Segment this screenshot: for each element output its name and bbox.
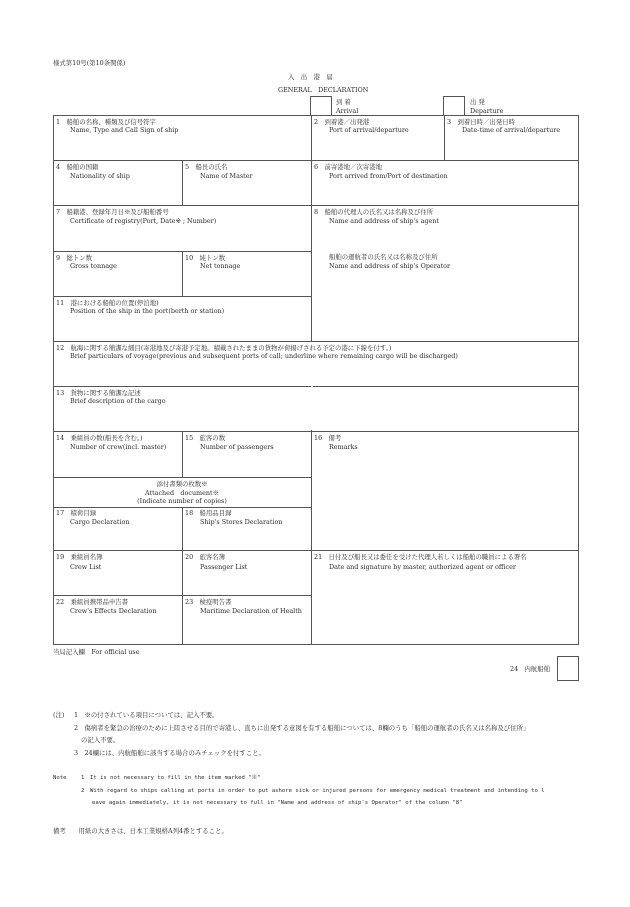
form-number: 様式第10号(第10条関係) xyxy=(53,59,126,67)
field-22-label: 22 乗組員携帯品申告書 xyxy=(56,598,129,606)
field-16-label: 16 備考 xyxy=(314,434,342,442)
note-en-2-cont: eave again immediately, it is not necessary to full in "Name and address of ship's Operator" of the column "8" xyxy=(92,800,463,806)
title-ja: 入 出 港 届 xyxy=(288,73,333,81)
field-4-label-en: Nationality of ship xyxy=(70,172,130,180)
field-11-label: 11 港における船舶の位置(停泊地) xyxy=(56,299,159,307)
field-11-label-en: Position of the ship in the port(berth or station) xyxy=(70,307,225,315)
attached-docs-label: 添付書類の枚数※ xyxy=(156,480,208,488)
field-21-label: 21 日付及び船長又は委任を受けた代理人若しくは船舶の職員による署名 xyxy=(314,553,527,561)
note-ja-1: 1 ※の付されている項目については、記入不要。 xyxy=(74,711,219,719)
note-ja-2-cont: の記入不要。 xyxy=(81,736,120,744)
field-15-label: 15 旅客の数 xyxy=(185,434,226,442)
field-14-label: 14 乗組員の数(船長を含む。) xyxy=(56,434,143,442)
attached-docs-note: (Indicate number of copies) xyxy=(137,497,227,505)
departure-label-en: Departure xyxy=(470,107,504,115)
field-5-label-en: Name of Master xyxy=(200,172,253,180)
field-13-label: 13 貨物に関する簡潔な記述 xyxy=(56,389,141,397)
note-en-2: 2 With regard to ships calling at ports in order to put ashore sick or injured persons for emergency medical treatment and intending to l xyxy=(81,788,545,794)
field-10-label-en: Net tonnage xyxy=(200,262,241,270)
field-13-label-en: Brief description of the cargo xyxy=(70,397,166,405)
notes-ja-heading: (注) xyxy=(53,711,65,719)
domestic-vessel-checkbox[interactable] xyxy=(557,656,579,681)
field-23-label: 23 検疫明告書 xyxy=(185,598,232,606)
field-20-label-en: Passenger List xyxy=(200,563,248,571)
note-en-1: 1 It is not necessary to fill in the item marked "※" xyxy=(81,775,261,781)
note-ja-3: 3 24欄には、内航船舶に該当する場合のみチェックを付すこと。 xyxy=(74,749,265,757)
field-1-label-en: Name, Type and Call Sign of ship xyxy=(70,126,179,134)
field-1-label: 1 船舶の名称、種類及び信号符字 xyxy=(56,118,156,126)
arrival-label-en: Arrival xyxy=(336,107,359,115)
field-23-label-en: Maritime Declaration of Health xyxy=(200,607,302,615)
field-12-label: 12 航海に関する簡潔な細目(寄港地及び寄港予定地。積載されたままの貨物が荷揚げされる予定の港に下線を付す。) xyxy=(56,344,392,352)
field-8b-label-en: Name and address of ship's Operator xyxy=(329,262,451,270)
field-15-label-en: Number of passengers xyxy=(200,443,274,451)
field-2-label: 2 到着港／出発港 xyxy=(314,118,370,126)
field-19-label: 19 乗組員名簿 xyxy=(56,553,103,561)
field-10-label: 10 純トン数 xyxy=(185,254,226,262)
attached-docs-label-en: Attached document※ xyxy=(145,489,219,497)
field-3-label-en: Date-time of arrival/departure xyxy=(462,126,561,134)
field-17-label: 17 積荷目録 xyxy=(56,509,97,517)
field-9-label-en: Gross tonnage xyxy=(70,262,117,270)
field-7-label-en: Certificate of registry(Port, Date※ ; Number) xyxy=(70,217,217,225)
official-use-label: 当局記入欄 For official use xyxy=(53,648,140,656)
field-22-label-en: Crew's Effects Declaration xyxy=(70,607,157,615)
departure-label-ja: 出 発 xyxy=(470,98,485,106)
departure-checkbox[interactable] xyxy=(443,96,465,116)
field-24-label: 24 内航船舶 xyxy=(510,665,551,673)
field-8-label-en: Name and address of ship's agent xyxy=(329,217,439,225)
arrival-label-ja: 到 着 xyxy=(336,98,351,106)
field-20-label: 20 旅客名簿 xyxy=(185,553,226,561)
field-16-label-en: Remarks xyxy=(329,443,358,451)
title-en: GENERAL DECLARATION xyxy=(278,86,369,94)
notes-en-heading: Note xyxy=(53,775,67,781)
field-21-label-en: Date and signature by master, authorized agent or officer xyxy=(329,563,516,571)
field-12-label-en: Brief particulars of voyage(previous and subsequent ports of call; underline where remaining cargo will be discharged) xyxy=(70,352,458,360)
note-ja-2: 2 傷病者を緊急の治療のために上陸させる目的で寄港し、直ちに出発する意図を有する船舶については、8欄のうち「船舶の運航者の氏名又は名称及び住所」 xyxy=(74,724,530,732)
field-6-label: 6 前寄港地／次寄港地 xyxy=(314,163,382,171)
field-17-label-en: Cargo Declaration xyxy=(70,518,130,526)
paper-size-remark: 備考 用紙の大きさは、日本工業規格A列4番とすること。 xyxy=(53,827,228,835)
field-9-label: 9 総トン数 xyxy=(56,254,93,262)
field-6-label-en: Port arrived from/Port of destination xyxy=(329,172,448,180)
field-14-label-en: Number of crew(incl. master) xyxy=(70,443,167,451)
field-8-label: 8 船舶の代理人の氏名又は名称及び住所 xyxy=(314,208,434,216)
arrival-checkbox[interactable] xyxy=(310,96,332,116)
field-19-label-en: Crew List xyxy=(70,563,102,571)
field-5-label: 5 船長の氏名 xyxy=(185,163,228,171)
field-8b-label: 船舶の運航者の氏名又は名称及び住所 xyxy=(329,253,438,261)
field-7-label: 7 船籍港、登録年月日※及び船舶番号 xyxy=(56,208,169,216)
field-18-label-en: Ship's Stores Declaration xyxy=(200,518,283,526)
field-4-label: 4 船舶の国籍 xyxy=(56,163,99,171)
field-3-label: 3 到着日時／出発日時 xyxy=(447,118,515,126)
field-2-label-en: Port of arrival/departure xyxy=(329,126,409,134)
field-18-label: 18 船用品目録 xyxy=(185,509,232,517)
